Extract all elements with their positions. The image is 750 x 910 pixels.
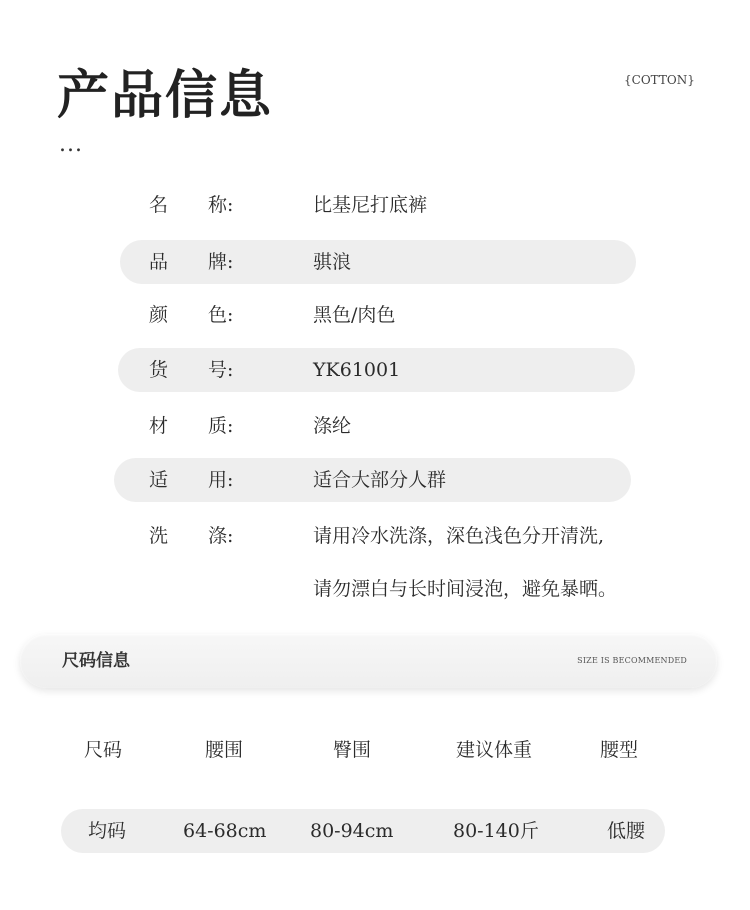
size-section-title: 尺码信息 [62,651,130,671]
info-row-color [120,293,636,337]
table-cell: 80-140斤 [453,820,539,842]
info-value: 比基尼打底裤 [313,194,428,216]
table-header-cell: 尺码 [84,739,123,761]
info-value-line2: 请勿漂白与长时间浸泡，避免暴晒。 [313,578,618,600]
size-table-header [0,728,750,772]
info-label: 货 [149,359,169,381]
info-row-sku [118,348,635,392]
size-section-header [20,634,717,688]
table-cell: 80-94cm [310,820,394,842]
table-header-cell: 臀围 [333,739,372,761]
info-label: 品 [149,251,169,273]
cotton-tag: {COTTON} [624,73,695,87]
title-dots: ... [59,132,83,157]
info-label: 色: [208,304,234,326]
info-value: 请用冷水洗涤，深色浅色分开清洗, [313,525,605,547]
table-cell: 64-68cm [183,820,267,842]
info-row-name [120,183,636,227]
size-section-subtitle: SIZE IS BECOMMENDED [577,656,687,665]
table-cell: 均码 [88,820,127,842]
info-value: 黑色/肉色 [313,304,396,326]
table-row [61,809,665,853]
table-header-cell: 腰型 [600,739,639,761]
info-label: 涤: [208,525,234,547]
info-label: 号: [208,359,234,381]
info-value: YK61001 [313,359,401,381]
info-label: 称: [208,194,234,216]
table-header-cell: 腰围 [205,739,244,761]
table-header-cell: 建议体重 [456,739,533,761]
info-label: 名 [149,194,169,216]
info-row-suitable [114,458,631,502]
info-label: 质: [208,415,234,437]
info-row-wash [120,514,636,558]
info-row-material [120,404,636,448]
page-title: 产品信息 [57,65,274,126]
info-row-brand [120,240,636,284]
table-cell: 低腰 [607,820,646,842]
info-label: 颜 [149,304,169,326]
info-label: 牌: [208,251,234,273]
info-value: 适合大部分人群 [313,469,447,491]
info-label: 用: [208,469,234,491]
info-value: 骐浪 [313,251,352,273]
info-label: 适 [149,469,169,491]
info-label: 洗 [149,525,169,547]
info-label: 材 [149,415,169,437]
info-value: 涤纶 [313,415,352,437]
